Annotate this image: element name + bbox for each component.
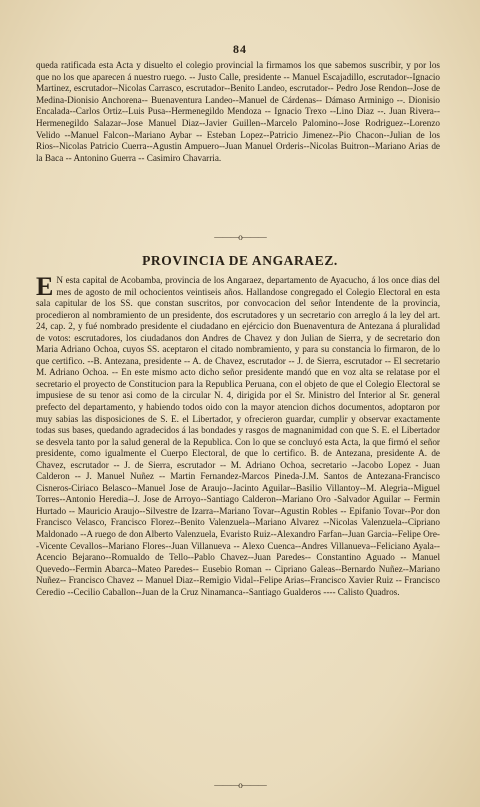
second-paragraph-text: N esta capital de Acobamba, provincia de los Angaraez, departamento de Ayacucho, á los once dias del mes de agosto de mil ochocientos veintiseis años. Hallandose congregado el Colegio Electoral en esta sala capitular de los SS. que constan suscritos, por convocacion del señor Intendente de la provincia, procedieron al nombramiento de un presidente, dos escrutadores y un secretario con arreglo á la ley del art. 24, cap. 2, y fué nombrado presidente el ciudadano en ejércicio don Buenaventura de Antezana á pluralidad de votos: escrutadores, los ciudadanos don Andres de Chavez y don Julian de Sierra, y de secretario don Maria Adriano Ochoa, cuyos SS. aceptaron el citado nombramiento, y para su constancia lo firmaron, de lo que certifico. --B. Antezana, presidente -- A. de Chavez, escrutador -- J. de Sierra, escrutador -- El secretario M. Adriano Ochoa. -- En este mismo acto dicho señor presidente mandó que en voz alta se relatase por el secretario el proyecto de Constitucion para la Republica Peruana, con el objeto de que el Colegio Electoral se impusiese de su tenor asi como de la circular N. 4, dirigida por el Sr. Ministro del Interior al Sr. general prefecto del departamento, y habiendo todos oido con la mayor atencion dichos documentos, adoptaron por muy sabias las disposiciones de S. E. el Libertador, y ofrecieron guardar, cumplir y observar exactamente todas sus bases, quedando agradecidos á las bondades y rasgos de magnanimidad con que S. E. el Libertador se desvela tanto por la salud general de la Republica. Con lo que se concluyó esta Acta, la que firmó el señor presidente, como igualmente el Cuerpo Electoral, de que lo certifico. B. de Antezana, presidente A. de Chavez, escrutador -- J. de Sierra, escrutador -- M. Adriano Ochoa, secretario --Jacobo Lopez - Juan Calderon -- J. Manuel Nuñez -- Martin Fernandez-Marcos Pineda-J.M. Santos de Antezana-Francisco Cisneros-Ciriaco Belasco--Manuel Jose de Araujo--Jacinto Aguilar--Basilio Villantoy--M. Alegria--Miguel Torres--Antonio Heredia--J. Jose de Arroyo--Santiago Calderon--Mariano Oro -Salvador Aguilar -- Fermin Hurtado -- Mauricio Araujo--Silvestre de Izarra--Mariano Tovar--Agustin Robles -- Epifanio Tovar--Por don Francisco Velasco, Francisco Florez--Benito Valenzuela--Mariano Alvarez --Nicolas Valenzuela--Cipriano Maldonado --A ruego de don Alberto Valenzuela, Evaristo Ruiz--Alexandro Farfan--Juan Garcia--Felipe Ore--Vicente Cevallos--Mariano Flores--Juan Villanueva -- Alexo Cuenca--Andres Villanueva--Feliciano Ayala--Acencio Bejarano--Romualdo de Tello--Pablo Chavez--Juan Paredes-- Constantino Aguado -- Manuel Quevedo--Fermin Abarca--Mateo Paredes-- Eusebio Roman -- Cipriano Galeas--Bernardo Nuñez--Mariano Nuñez-- Francisco Chavez -- Manuel Diaz--Remigio Vidal--Felipe Arias--Francisco Xavier Ruiz -- Francisco Ceredio --Cecilio Caballon--Juan de la Cruz Ninamanca--Santiago Gualderos ---- Calisto Quadros. bbox=[36, 275, 440, 597]
section-title: PROVINCIA DE ANGARAEZ. bbox=[142, 253, 338, 268]
page-number: 84 bbox=[233, 42, 247, 56]
section-divider: ———o——— bbox=[214, 232, 266, 242]
end-divider: ———o——— bbox=[214, 780, 266, 790]
first-paragraph: queda ratificada esta Acta y disuelto el colegio provincial la firmamos los que sabemos suscribir, y por los que no los que aparecen á nuestro ruego. -- Justo Calle, presidente -- Manuel Escajadillo, escrutador--Ignacio Martinez, escrutador--Nicolas Carrasco, escrutador--Benito Landeo, escrutador-- Pedro Jose Rendon--Jose de Medina-Dionisio Anchorena-- Buenaventura Landeo--Manuel de Cárdenas-- Dámaso Arminigo --. Dionisio Encalada--Carlos Ortiz--Luis Pusa--Hermenegildo Mendoza -- Ignacio Trexo --Lino Diaz --. Juan Rivera--Hermenegildo Salazar--Jose Manuel Diaz--Javier Guillen--Marcelo Palomino--Jose Rodriguez--Lorenzo Velido --Manuel Falcon--Mariano Aybar -- Esteban Lopez--Patricio Jimenez--Pio Chacon--Julian de los Rios--Nicolas Patricio Cuerra--Agustin Ampuero--Juan Manuel Orderis--Nicolas Buitron--Mariano Arias de la Baca -- Antonino Guerra -- Casimiro Chavarria. bbox=[36, 60, 440, 163]
second-paragraph bbox=[36, 272, 440, 598]
drop-cap: E bbox=[36, 272, 54, 301]
